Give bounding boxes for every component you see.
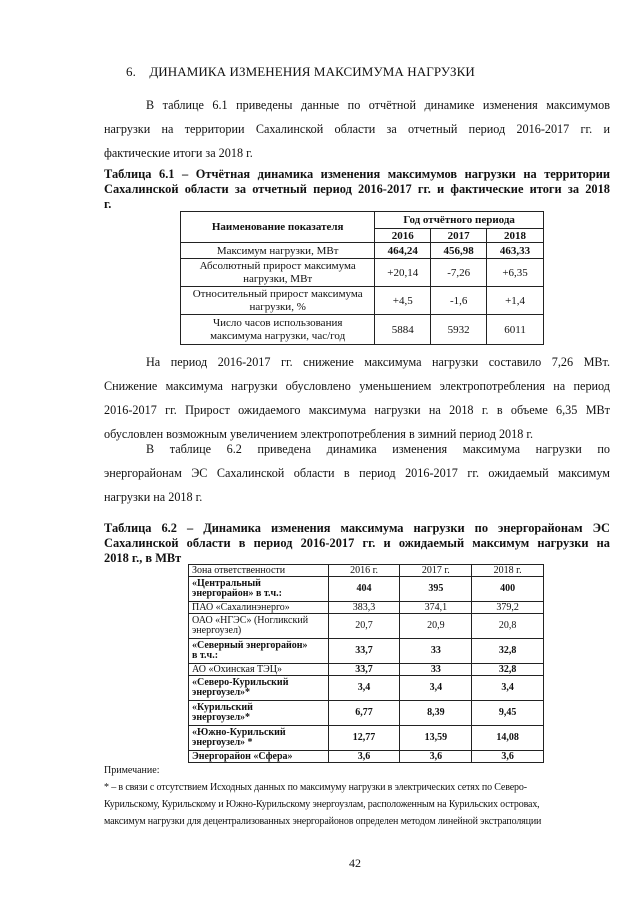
cell-value: 9,45	[472, 701, 544, 726]
cell-value: 32,8	[472, 664, 544, 676]
cell-value: 5884	[375, 315, 431, 345]
row-label: «Северный энергорайон» в т.ч.:	[189, 639, 329, 664]
intro-line: нагрузки на территории Сахалинской области за отчетный период 2016-2017 гг. и	[104, 122, 610, 136]
table2-caption	[104, 521, 610, 566]
table2-header: 2017 г.	[400, 565, 472, 577]
row-label: Число часов использования максимума нагрузки, час/год	[181, 315, 375, 345]
table1-year: 2016	[375, 229, 431, 243]
table2-note	[104, 762, 614, 830]
table-row	[181, 315, 544, 345]
caption-line: Сахалинской области в период 2016-2017 гг. и ожидаемый максимум нагрузки на	[104, 536, 610, 550]
cell-value: 3,4	[328, 676, 400, 701]
para2-line: На период 2016-2017 гг. снижение максимума нагрузки составило 7,26 МВт.	[146, 355, 610, 369]
cell-value: 404	[328, 577, 400, 602]
row-label: «Курильский энергоузел»*	[189, 701, 329, 726]
page-number: 42	[349, 856, 361, 870]
cell-value: -7,26	[431, 259, 487, 287]
table-row	[181, 243, 544, 259]
para3-line: нагрузки на 2018 г.	[104, 490, 203, 504]
row-label: ПАО «Сахалинэнерго»	[189, 602, 329, 614]
cell-value: 33,7	[328, 639, 400, 664]
caption-line: 2018 г., в МВт	[104, 551, 182, 565]
para2-line: Снижение максимума нагрузки обусловлено уменьшением электропотребления на период	[104, 379, 610, 393]
table-row	[189, 664, 544, 676]
cell-value: 3,6	[472, 751, 544, 763]
note-line: максимум нагрузки для децентрализованных энергорайонов определен методом линейной экстраполяции	[104, 816, 542, 827]
row-label: «Северо-Курильский энергоузел»*	[189, 676, 329, 701]
cell-value: +6,35	[487, 259, 544, 287]
para3-line: В таблице 6.2 приведена динамика изменения максимума нагрузки по	[146, 442, 610, 456]
cell-value: 6,77	[328, 701, 400, 726]
caption-line: Таблица 6.2 – Динамика изменения максимума нагрузки по энергорайонам ЭС	[104, 521, 610, 535]
cell-value: 13,59	[400, 726, 472, 751]
cell-value: 33,7	[328, 664, 400, 676]
table1-year: 2018	[487, 229, 544, 243]
cell-value: 3,6	[328, 751, 400, 763]
cell-value: +20,14	[375, 259, 431, 287]
table-6-2	[188, 564, 544, 763]
paragraph-2	[104, 350, 610, 446]
table-row	[189, 751, 544, 763]
cell-value: 5932	[431, 315, 487, 345]
caption-line: Таблица 6.1 – Отчётная динамика изменения максимумов нагрузки на территории	[104, 167, 610, 181]
row-label: Абсолютный прирост максимума нагрузки, МВт	[181, 259, 375, 287]
cell-value: 20,8	[472, 614, 544, 639]
row-label: Относительный прирост максимума нагрузки, %	[181, 287, 375, 315]
cell-value: 33	[400, 664, 472, 676]
cell-value: 463,33	[487, 243, 544, 259]
intro-line: В таблице 6.1 приведены данные по отчётной динамике изменения максимумов	[146, 98, 610, 112]
table-row	[189, 577, 544, 602]
para2-line: 2016-2017 гг. Прирост ожидаемого максимума нагрузки на 2018 г. в объеме 6,35 МВт	[104, 403, 610, 417]
cell-value: 6011	[487, 315, 544, 345]
cell-value: 14,08	[472, 726, 544, 751]
intro-paragraph	[104, 93, 610, 165]
table-row	[189, 602, 544, 614]
cell-value: 456,98	[431, 243, 487, 259]
paragraph-3	[104, 437, 610, 509]
table2-header: 2018 г.	[472, 565, 544, 577]
caption-line: Сахалинской области за отчетный период 2016-2017 гг. и фактические итоги за 2018	[104, 182, 610, 196]
section-title: ДИНАМИКА ИЗМЕНЕНИЯ МАКСИМУМА НАГРУЗКИ	[149, 64, 475, 79]
table2-header: 2016 г.	[328, 565, 400, 577]
row-label: «Центральный энергорайон» в т.ч.:	[189, 577, 329, 602]
table-row	[189, 639, 544, 664]
table1-caption	[104, 167, 610, 212]
row-label: Максимум нагрузки, МВт	[181, 243, 375, 259]
cell-value: 3,4	[400, 676, 472, 701]
row-label: АО «Охинская ТЭЦ»	[189, 664, 329, 676]
table-row	[189, 701, 544, 726]
cell-value: 8,39	[400, 701, 472, 726]
intro-line: фактические итоги за 2018 г.	[104, 146, 253, 160]
para2-line: обусловлен возможным увеличением электропотребления в зимний период 2018 г.	[104, 427, 534, 441]
note-title: Примечание:	[104, 765, 160, 776]
cell-value: 383,3	[328, 602, 400, 614]
cell-value: +4,5	[375, 287, 431, 315]
table-row	[189, 676, 544, 701]
cell-value: 400	[472, 577, 544, 602]
cell-value: 12,77	[328, 726, 400, 751]
cell-value: 33	[400, 639, 472, 664]
table-row	[181, 287, 544, 315]
cell-value: 379,2	[472, 602, 544, 614]
cell-value: 374,1	[400, 602, 472, 614]
table1-header-name: Наименование показателя	[181, 212, 375, 243]
note-line: Курильскому, Курильскому и Южно-Курильскому энергоузлам, расположенным на Курильских островах,	[104, 799, 540, 810]
cell-value: 20,9	[400, 614, 472, 639]
note-line: * – в связи с отсутствием Исходных данных по максимуму нагрузки в электрических сетях по Северо-	[104, 782, 527, 793]
table1-header-period: Год отчётного периода	[375, 212, 544, 229]
para3-line: энергорайонам ЭС Сахалинской области в период 2016-2017 гг. ожидаемый максимум	[104, 466, 610, 480]
cell-value: +1,4	[487, 287, 544, 315]
cell-value: -1,6	[431, 287, 487, 315]
row-label: «Южно-Курильский энергоузел» *	[189, 726, 329, 751]
table-6-1	[180, 211, 544, 345]
table-row	[189, 614, 544, 639]
cell-value: 3,4	[472, 676, 544, 701]
table-row	[181, 259, 544, 287]
section-number: 6.	[126, 64, 136, 79]
table2-header: Зона ответственности	[189, 565, 329, 577]
row-label: Энергорайон «Сфера»	[189, 751, 329, 763]
section-heading	[126, 64, 475, 80]
cell-value: 3,6	[400, 751, 472, 763]
row-label: ОАО «НГЭС» (Ногликский энергоузел)	[189, 614, 329, 639]
table-row	[189, 726, 544, 751]
cell-value: 395	[400, 577, 472, 602]
caption-line: г.	[104, 197, 112, 211]
cell-value: 20,7	[328, 614, 400, 639]
table1-year: 2017	[431, 229, 487, 243]
cell-value: 464,24	[375, 243, 431, 259]
cell-value: 32,8	[472, 639, 544, 664]
